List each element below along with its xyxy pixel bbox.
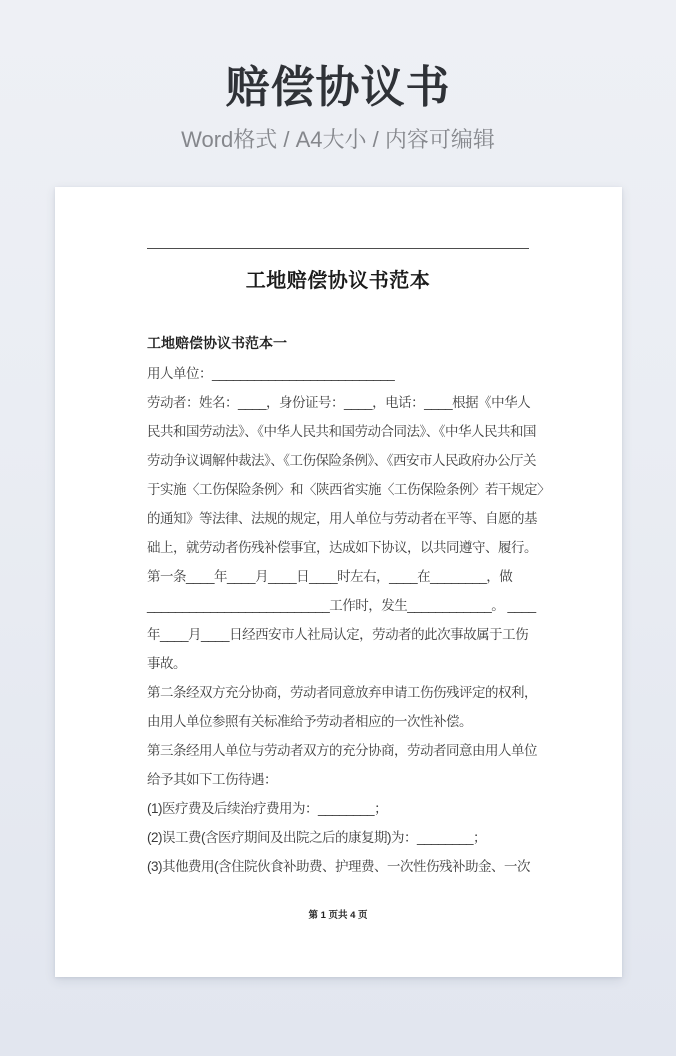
body-line: (3)其他费用(含住院伙食补助费、护理费、一次性伤残补助金、一次 [147, 859, 530, 874]
document-top-rule [147, 248, 529, 249]
site-subtitle: Word格式 / A4大小 / 内容可编辑 [181, 127, 495, 152]
body-line: 第二条经双方充分协商，劳动者同意放弃申请工伤伤残评定的权利， [147, 685, 537, 700]
body-line: 民共和国劳动法》、《中华人民共和国劳动合同法》、《中华人民共和国 [147, 424, 536, 439]
body-line: 第三条经用人单位与劳动者双方的充分协商，劳动者同意由用人单位 [147, 743, 537, 758]
body-line: 年____月____日经西安市人社局认定，劳动者的此次事故属于工伤 [147, 627, 529, 642]
body-line: 用人单位：__________________________ [147, 366, 395, 381]
body-line: 于实施〈工伤保险条例〉和〈陕西省实施〈工伤保险条例〉若干规定〉 [147, 482, 550, 497]
body-line: 给予其如下工伤待遇： [147, 772, 277, 787]
body-line: 第一条____年____月____日____时左右，____在________，做 [147, 569, 513, 584]
body-line: 事故。 [147, 656, 186, 671]
body-line: __________________________工作时，发生____________。 ____ [147, 598, 536, 613]
body-line: 劳动者：姓名：____，身份证号：____，电话：____根据《中华人 [147, 395, 531, 410]
document-page [55, 187, 622, 977]
document-section-heading: 工地赔偿协议书范本一 [147, 335, 287, 351]
body-line: 由用人单位参照有关标准给予劳动者相应的一次性补偿。 [147, 714, 472, 729]
body-line: (1)医疗费及后续治疗费用为：________； [147, 801, 388, 816]
site-header [0, 0, 676, 154]
body-line: 劳动争议调解仲裁法》、《工伤保险条例》、《西安市人民政府办公厅关 [147, 453, 536, 468]
page-number-footer: 第 1 页共 4 页 [308, 910, 368, 921]
site-title: 赔偿协议书 [225, 63, 451, 112]
body-line: 的通知》等法律、法规的规定，用人单位与劳动者在平等、自愿的基 [147, 511, 537, 526]
document-body [147, 359, 550, 881]
body-line: 础上，就劳动者伤残补偿事宜，达成如下协议，以共同遵守、履行。 [147, 540, 537, 555]
body-line: (2)误工费(含医疗期间及出院之后的康复期)为：________； [147, 830, 487, 845]
document-title: 工地赔偿协议书范本 [245, 270, 431, 292]
